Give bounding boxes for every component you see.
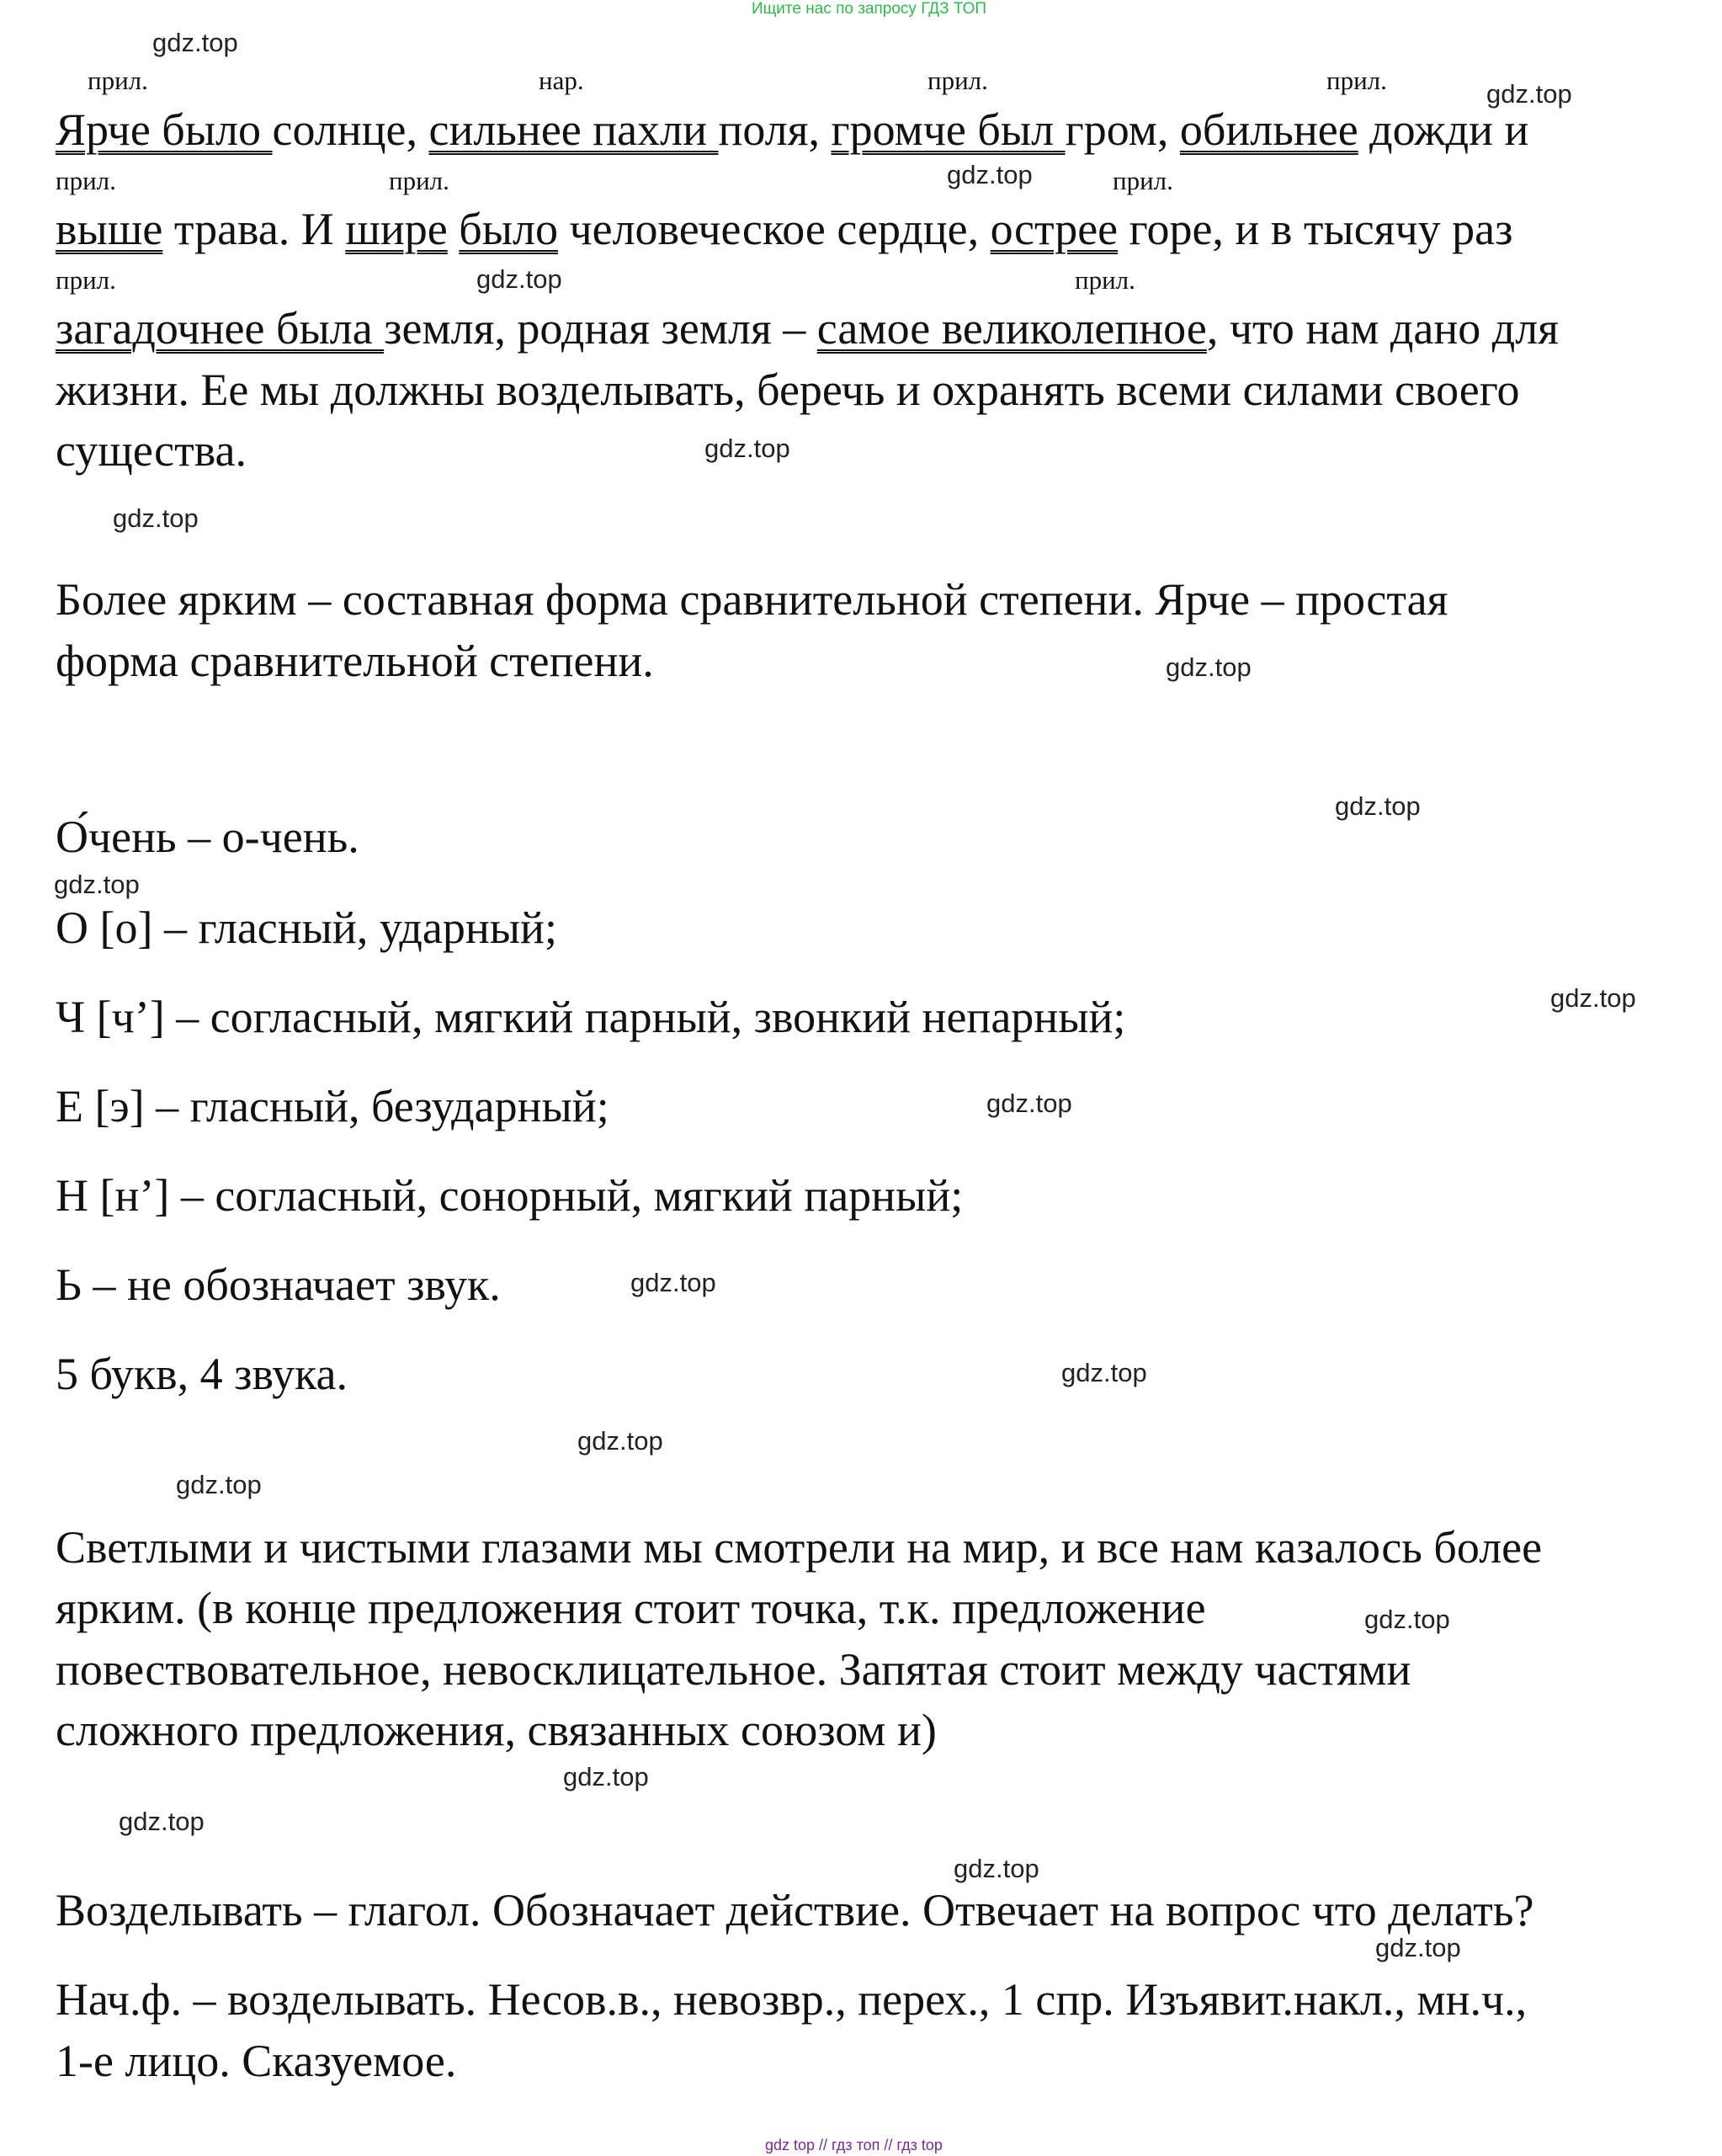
- underlined-phrase: выше: [56, 204, 163, 254]
- text-line-9: О [о] – гласный, ударный;: [56, 902, 557, 953]
- watermark: gdz.top: [986, 1089, 1072, 1118]
- watermark: gdz.top: [577, 1426, 663, 1456]
- annotation-label: прил.: [56, 166, 116, 195]
- underlined-phrase: острее: [990, 204, 1119, 254]
- text-line-13: Ь – не обозначает звук.: [56, 1259, 501, 1310]
- text-line-3: [56, 301, 1559, 355]
- watermark: gdz.top: [54, 870, 140, 899]
- text-segment: поля,: [718, 104, 832, 155]
- text-line-7: форма сравнительной степени.: [56, 636, 654, 686]
- watermark: gdz.top: [119, 1807, 205, 1836]
- text-segment: человеческое сердце,: [557, 204, 991, 254]
- text-segment: солнце,: [272, 104, 429, 155]
- watermark: gdz.top: [563, 1762, 649, 1791]
- text-line-15: Светлыми и чистыми глазами мы смотрели на мир, и все нам казалось более: [56, 1522, 1543, 1573]
- underlined-phrase: громче был: [831, 104, 1066, 155]
- watermark: gdz.top: [1486, 79, 1572, 109]
- text-line-1: [56, 103, 1528, 157]
- footer-text: gdz top // гдз топ // гдз top: [765, 2137, 943, 2153]
- text-line-11: Е [э] – гласный, безударный;: [56, 1081, 609, 1131]
- underlined-phrase: было: [459, 204, 558, 254]
- text-line-4: жизни. Ее мы должны возделывать, беречь и охранять всеми силами своего: [56, 365, 1520, 415]
- text-line-20: Нач.ф. – возделывать. Несов.в., невозвр., перех., 1 спр. Изъявит.накл., мн.ч.,: [56, 1974, 1528, 2025]
- underlined-phrase: обильнее: [1179, 104, 1358, 155]
- watermark: gdz.top: [1364, 1605, 1450, 1634]
- underlined-phrase: Ярче было: [56, 104, 273, 155]
- annotation-label: прил.: [1113, 166, 1173, 195]
- annotation-label: нар.: [539, 66, 584, 95]
- text-line-8: О́чень – о-чень.: [56, 812, 359, 862]
- text-line-14: 5 букв, 4 звука.: [56, 1349, 348, 1399]
- watermark: gdz.top: [704, 434, 790, 463]
- text-segment: [448, 204, 460, 254]
- watermark: gdz.top: [1550, 983, 1636, 1013]
- text-line-21: 1-е лицо. Сказуемое.: [56, 2036, 457, 2086]
- underlined-phrase: загадочнее была: [56, 303, 385, 354]
- text-segment: трава. И: [162, 204, 346, 254]
- watermark: gdz.top: [1375, 1933, 1461, 1962]
- text-segment: дожди и: [1358, 104, 1529, 155]
- underlined-phrase: самое великолепное: [816, 303, 1207, 354]
- text-segment: гром,: [1065, 104, 1180, 155]
- text-line-19: Возделывать – глагол. Обозначает действие. Отвечает на вопрос что делать?: [56, 1885, 1534, 1935]
- text-line-2: [56, 202, 1512, 256]
- text-line-12: Н [н’] – согласный, сонорный, мягкий парный;: [56, 1170, 964, 1221]
- text-line-10: Ч [ч’] – согласный, мягкий парный, звонкий непарный;: [56, 992, 1126, 1042]
- text-line-16: ярким. (в конце предложения стоит точка, т.к. предложение: [56, 1583, 1206, 1633]
- text-line-17: повествовательное, невосклицательное. Запятая стоит между частями: [56, 1644, 1411, 1695]
- watermark: gdz.top: [1166, 652, 1252, 682]
- annotation-label: прил.: [389, 166, 449, 195]
- watermark: gdz.top: [176, 1470, 262, 1499]
- watermark: gdz.top: [476, 264, 562, 294]
- annotation-label: прил.: [88, 66, 148, 95]
- text-line-5: существа.: [56, 425, 247, 476]
- annotation-label: прил.: [56, 265, 116, 295]
- watermark: gdz.top: [1335, 791, 1421, 821]
- header-banner: Ищите нас по запросу ГДЗ ТОП: [752, 0, 987, 18]
- text-segment: , что нам дано для: [1206, 303, 1559, 354]
- annotation-label: прил.: [927, 66, 988, 95]
- watermark: gdz.top: [954, 1854, 1039, 1883]
- watermark: gdz.top: [947, 160, 1033, 189]
- watermark: gdz.top: [630, 1268, 716, 1297]
- text-segment: горе, и в тысячу раз: [1118, 204, 1513, 254]
- text-line-18: сложного предложения, связанных союзом и): [56, 1705, 937, 1755]
- underlined-phrase: сильнее пахли: [428, 104, 719, 155]
- text-segment: земля, родная земля –: [384, 303, 817, 354]
- annotation-label: прил.: [1326, 66, 1387, 95]
- watermark: gdz.top: [1061, 1358, 1147, 1387]
- annotation-label: прил.: [1075, 265, 1135, 295]
- watermark: gdz.top: [113, 503, 199, 533]
- watermark: gdz.top: [152, 28, 238, 57]
- text-line-6: Более ярким – составная форма сравнительной степени. Ярче – простая: [56, 574, 1448, 625]
- underlined-phrase: шире: [345, 204, 448, 254]
